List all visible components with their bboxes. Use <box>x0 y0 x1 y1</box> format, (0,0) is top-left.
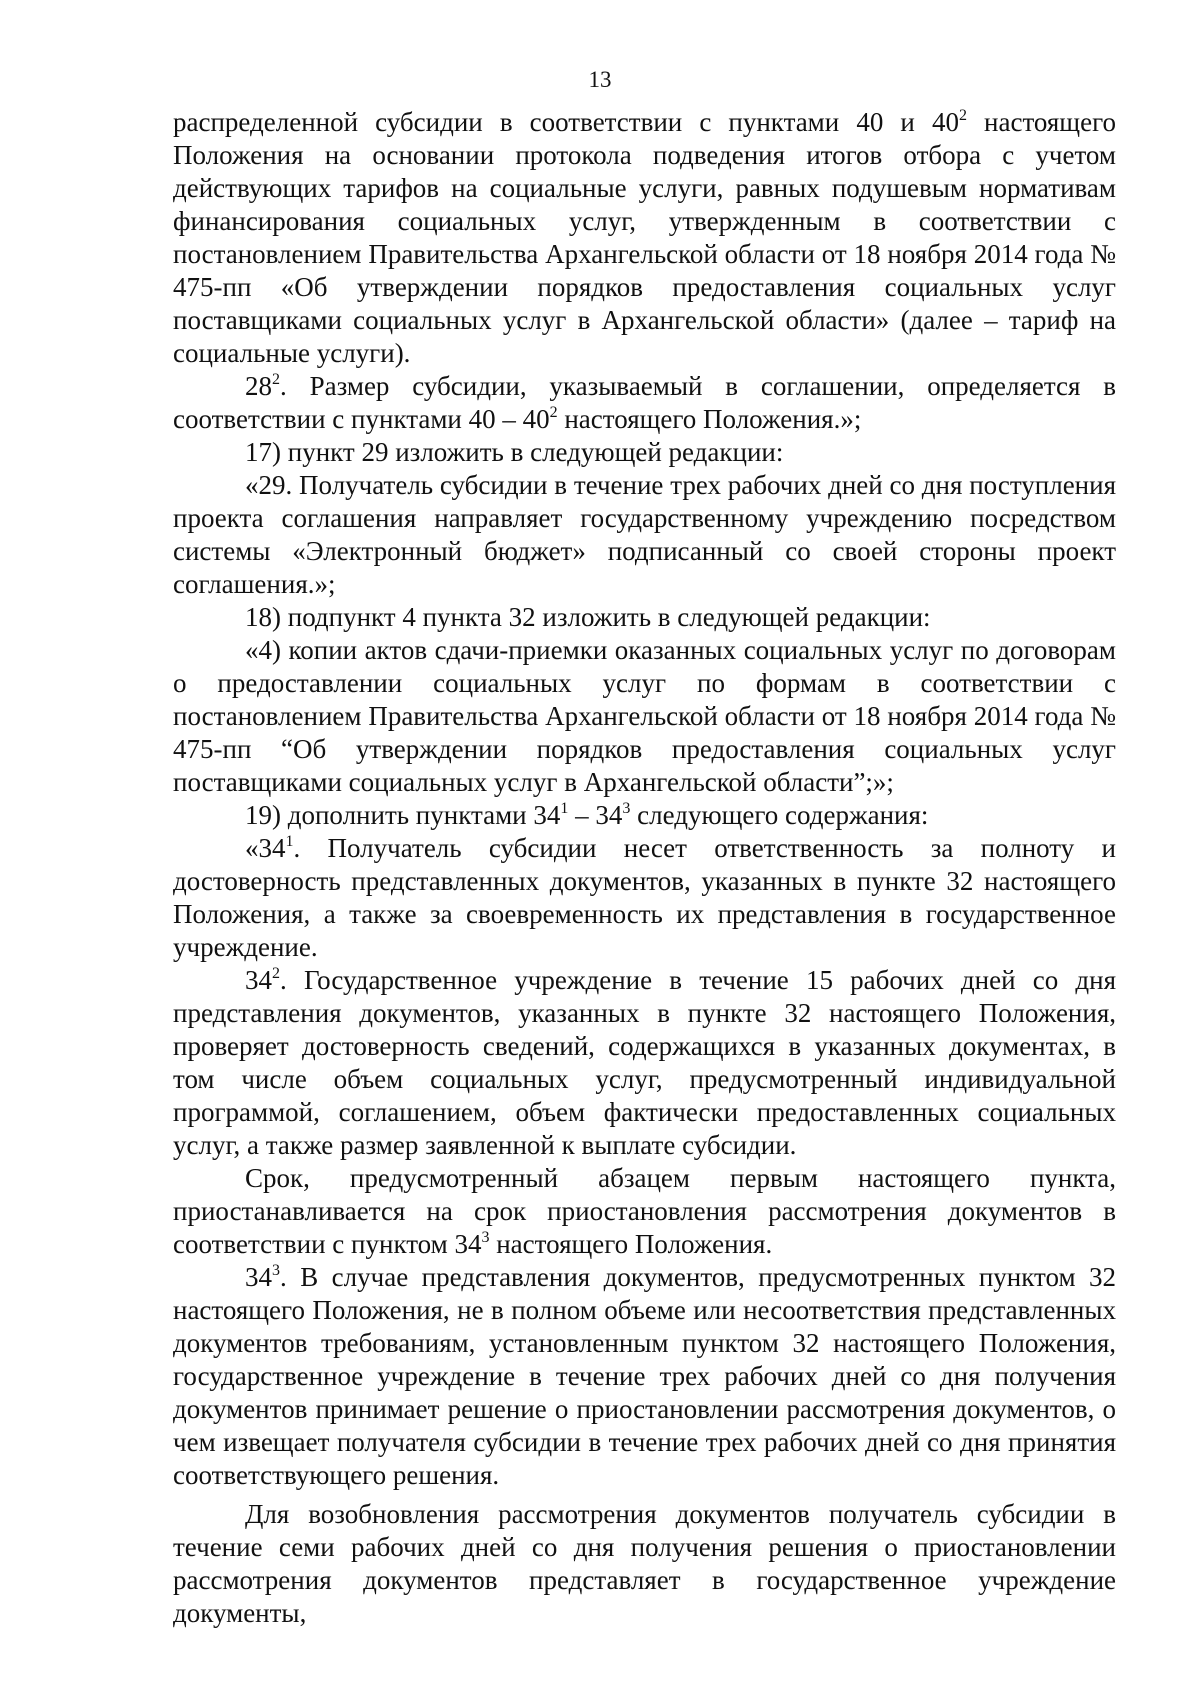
paragraph: Срок, предусмотренный абзацем первым настоящего пункта, приостанавливается на срок приостановления рассмотрения документов в соответствии с пунктом $34^3$ настоящего Положения. <box>173 1163 1116 1259</box>
paragraph: 17) пункт 29 изложить в следующей редакции: <box>245 437 784 467</box>
paragraph: «29. Получатель субсидии в течение трех рабочих дней со дня поступления проекта соглашения направляет государственному учреждению посредством системы «Электронный бюджет» подписанный со своей стороны проект соглашения.»; <box>173 470 1116 599</box>
document-body <box>173 106 1116 1630</box>
paragraph: $34^3$. В случае представления документов, предусмотренных пунктом 32 настоящего Положения, не в полном объеме или несоответствия представленных документов требованиям, установленным пунктом 32 настоящего Положения, государственное учреждение в течение трех рабочих дней со дня получения документов принимает решение о приостановлении рассмотрения документов, о чем извещает получателя субсидии в течение трех рабочих дней со дня принятия соответствующего решения. <box>173 1262 1116 1490</box>
paragraph: $34^2$. Государственное учреждение в течение 15 рабочих дней со дня представления документов, указанных в пункте 32 настоящего Положения, проверяет достоверность сведений, содержащихся в указанных документах, в том числе объем социальных услуг, предусмотренный индивидуальной программой, соглашением, объем фактически предоставленных социальных услуг, а также размер заявленной к выплате субсидии. <box>173 965 1116 1160</box>
paragraph: $28^2$. Размер субсидии, указываемый в соглашении, определяется в соответствии с пунктами $40 - 40^2$ настоящего Положения.»; <box>173 371 1116 434</box>
paragraph: Для возобновления рассмотрения документов получатель субсидии в течение семи рабочих дней со дня получения решения о приостановлении рассмотрения документов представляет в государственное учреждение документы, <box>173 1499 1116 1628</box>
paragraph: 18) подпункт 4 пункта 32 изложить в следующей редакции: <box>245 602 931 632</box>
paragraph: распределенной субсидии в соответствии с пунктами 40 и $40^2$ настоящего Положения на основании протокола подведения итогов отбора с учетом действующих тарифов на социальные услуги, равных подушевым нормативам финансирования социальных услуг, утвержденным в соответствии с постановлением Правительства Архангельской области от 18 ноября 2014 года № 475-пп «Об утверждении порядков предоставления социальных услуг поставщиками социальных услуг в Архангельской области» (далее – тариф на социальные услуги). <box>173 107 1116 368</box>
paragraph: «$34^1$. Получатель субсидии несет ответственность за полноту и достоверность представленных документов, указанных в пункте 32 настоящего Положения, а также за своевременность их представления в государственное учреждение. <box>173 833 1116 962</box>
page-number: 13 <box>588 67 612 92</box>
paragraph: «4) копии актов сдачи-приемки оказанных социальных услуг по договорам о предоставлении социальных услуг по формам в соответствии с постановлением Правительства Архангельской области от 18 ноября 2014 года № 475-пп “Об утверждении порядков предоставления социальных услуг поставщиками социальных услуг в Архангельской области”;»; <box>173 635 1116 797</box>
paragraph: 19) дополнить пунктами $34^1 - 34^3$ следующего содержания: <box>245 800 929 830</box>
